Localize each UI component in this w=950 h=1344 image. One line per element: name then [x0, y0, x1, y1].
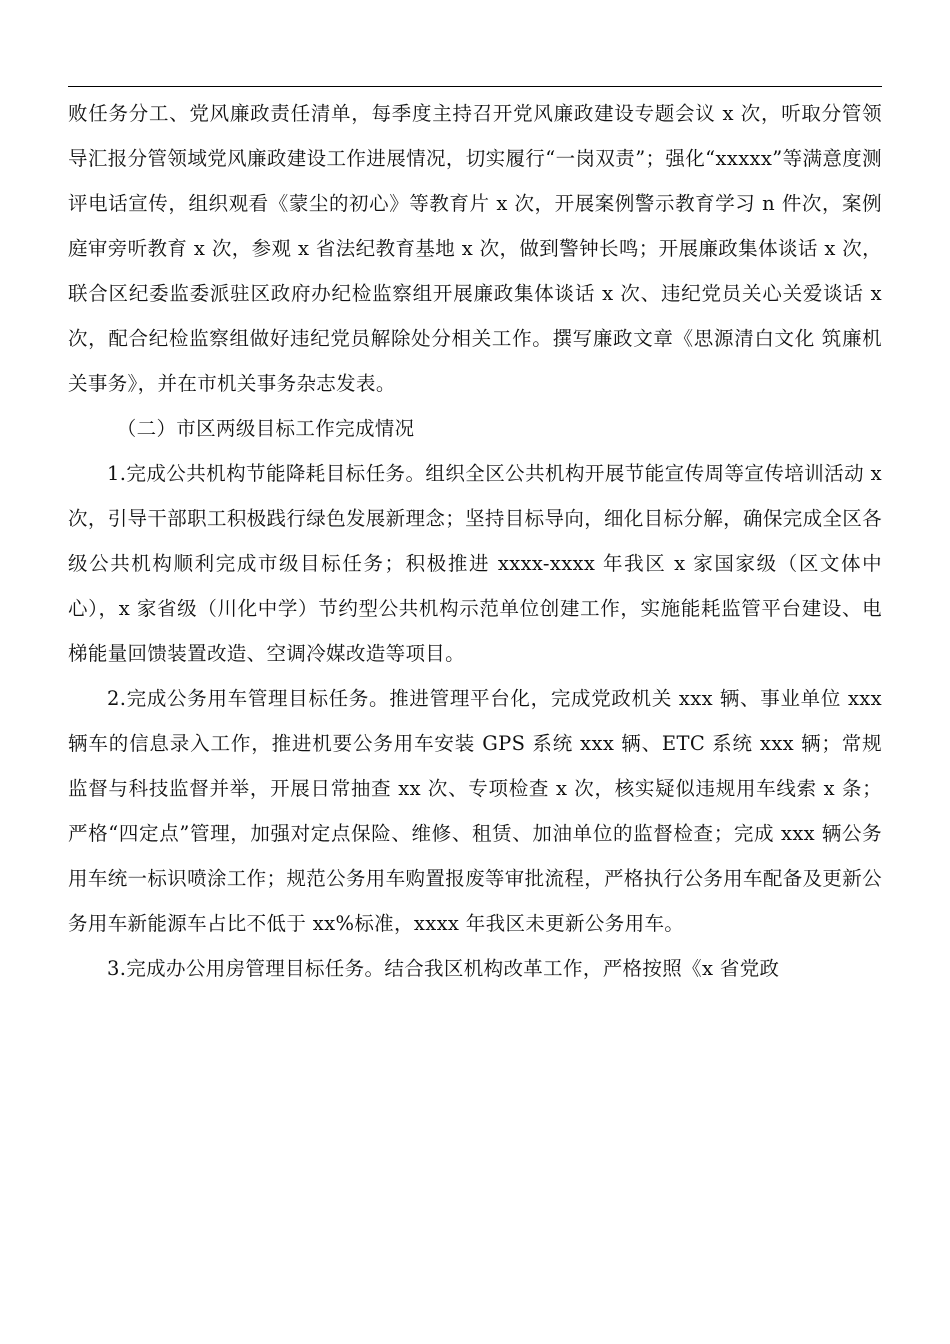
body-paragraph-discipline: 败任务分工、党风廉政责任清单，每季度主持召开党风廉政建设专题会议 x 次，听取分管领导汇报分管领域党风廉政建设工作进展情况，切实履行“一岗双责”；强化“xxxxx”等满意度测评电话宣传，组织观看《蒙尘的初心》等教育片 x 次，开展案例警示教育学习 n 件次，案例庭审旁听教育 x 次，参观 x 省法纪教育基地 x 次，做到警钟长鸣；开展廉政集体谈话 x 次，联合区纪委监委派驻区政府办纪检监察组开展廉政集体谈话 x 次、违纪党员关心关爱谈话 x 次，配合纪检监察组做好违纪党员解除处分相关工作。撰写廉政文章《思源清白文化 筑廉机关事务》，并在市机关事务杂志发表。: [68, 102, 882, 395]
section-heading-targets: （二）市区两级目标工作完成情况: [116, 417, 415, 440]
header-rule: [68, 86, 882, 87]
body-paragraph-energy-saving: 1.完成公共机构节能降耗目标任务。组织全区公共机构开展节能宣传周等宣传培训活动 x 次，引导干部职工积极践行绿色发展新理念；坚持目标导向，细化目标分解，确保完成全区各级公共机构顺利完成市级目标任务；积极推进 xxxx-xxxx 年我区 x 家国家级（区文体中心），x 家省级（川化中学）节约型公共机构示范单位创建工作，实施能耗监管平台建设、电梯能量回馈装置改造、空调冷媒改造等项目。: [68, 462, 882, 665]
body-paragraph-office-space: 3.完成办公用房管理目标任务。结合我区机构改革工作，严格按照《x 省党政: [107, 957, 780, 980]
body-paragraph-official-vehicles: 2.完成公务用车管理目标任务。推进管理平台化，完成党政机关 xxx 辆、事业单位 xxx 辆车的信息录入工作，推进机要公务用车安装 GPS 系统 xxx 辆、ETC 系统 xxx 辆；常规监督与科技监督并举，开展日常抽查 xx 次、专项检查 x 次，核实疑似违规用车线索 x 条；严格“四定点”管理，加强对定点保险、维修、租赁、加油单位的监督检查；完成 xxx 辆公务用车统一标识喷涂工作；规范公务用车购置报废等审批流程，严格执行公务用车配备及更新公务用车新能源车占比不低于 xx%标准，xxxx 年我区未更新公务用车。: [68, 687, 882, 935]
document-body: [68, 91, 882, 991]
